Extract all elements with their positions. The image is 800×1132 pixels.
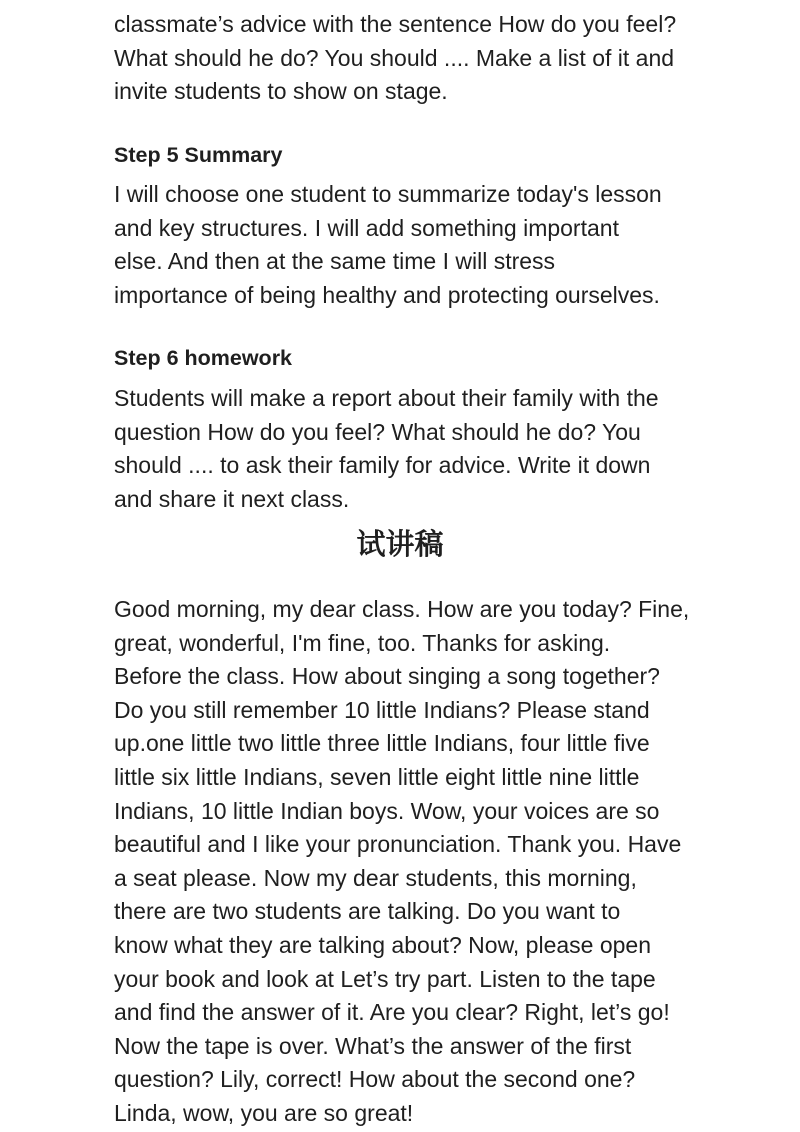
step6-paragraph bbox=[114, 382, 734, 516]
paragraph-line: invite students to show on stage. bbox=[114, 78, 448, 105]
step5-heading: Step 5 Summary bbox=[114, 143, 283, 167]
paragraph-line: a seat please. Now my dear students, this morning, bbox=[114, 864, 637, 891]
paragraph-line: question How do you feel? What should he do? You bbox=[114, 418, 641, 445]
paragraph-line: and key structures. I will add something important bbox=[114, 214, 619, 241]
paragraph-line: Indians, 10 little Indian boys. Wow, your voices are so bbox=[114, 797, 660, 824]
paragraph-line: Do you still remember 10 little Indians? Please stand bbox=[114, 696, 650, 723]
paragraph-line: your book and look at Let’s try part. Listen to the tape bbox=[114, 965, 656, 992]
paragraph-line: Before the class. How about singing a song together? bbox=[114, 663, 660, 690]
paragraph-line: there are two students are talking. Do you want to bbox=[114, 898, 621, 925]
paragraph-line: up.one little two little three little Indians, four little five bbox=[114, 730, 650, 757]
paragraph-line: should .... to ask their family for advice. Write it down bbox=[114, 452, 651, 479]
paragraph-line: else. And then at the same time I will stress bbox=[114, 248, 556, 275]
script-paragraph bbox=[114, 593, 734, 1131]
paragraph-line: question? Lily, correct! How about the second one? bbox=[114, 1066, 636, 1093]
paragraph-line: little six little Indians, seven little eight little nine little bbox=[114, 763, 640, 790]
step5-paragraph bbox=[114, 178, 734, 312]
paragraph-line: Good morning, my dear class. How are you today? Fine, bbox=[114, 596, 690, 622]
paragraph-line: I will choose one student to summarize today's lesson bbox=[114, 181, 662, 207]
intro-paragraph bbox=[114, 8, 734, 109]
paragraph-line: beautiful and I like your pronunciation. Thank you. Have bbox=[114, 831, 682, 858]
paragraph-line: know what they are talking about? Now, please open bbox=[114, 931, 652, 958]
paragraph-line: Linda, wow, you are so great! bbox=[114, 1099, 414, 1126]
section-title: 试讲稿 bbox=[356, 527, 444, 561]
paragraph-line: Now the tape is over. What’s the answer of the first bbox=[114, 1032, 632, 1059]
paragraph-line: importance of being healthy and protecting ourselves. bbox=[114, 281, 660, 308]
paragraph-line: and find the answer of it. Are you clear? Right, let’s go! bbox=[114, 999, 670, 1026]
paragraph-line: classmate’s advice with the sentence How do you feel? bbox=[114, 11, 677, 37]
paragraph-line: Students will make a report about their family with the bbox=[114, 385, 659, 411]
paragraph-line: What should he do? You should .... Make a list of it and bbox=[114, 44, 675, 71]
step6-heading: Step 6 homework bbox=[114, 346, 293, 370]
paragraph-line: great, wonderful, I'm fine, too. Thanks for asking. bbox=[114, 629, 611, 656]
paragraph-line: and share it next class. bbox=[114, 485, 350, 512]
